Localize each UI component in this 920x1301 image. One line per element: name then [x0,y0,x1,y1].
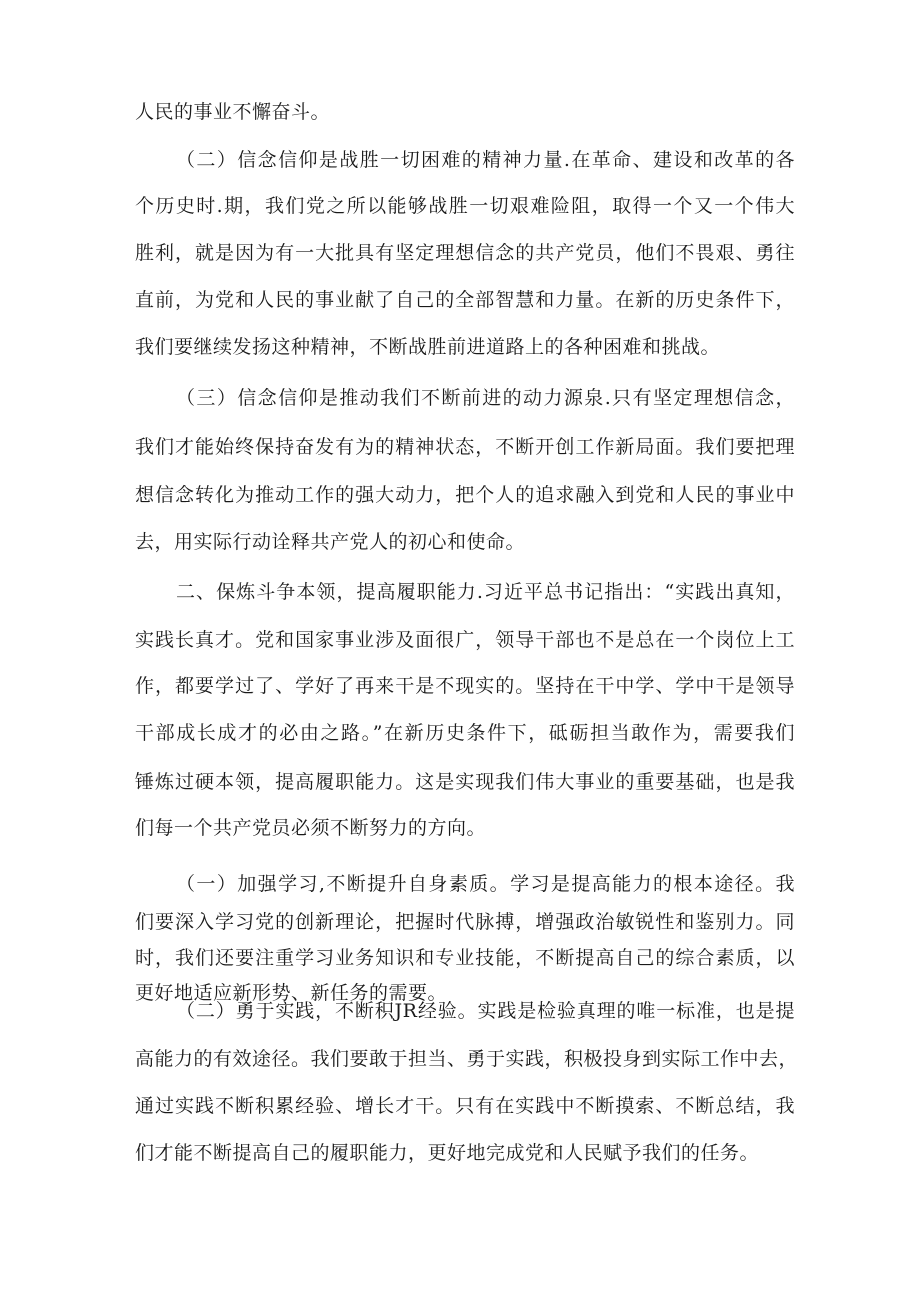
paragraph-line: （三）信念信仰是推动我们不断前进的动力源泉.只有坚定理想信念， [176,387,795,409]
paragraph-line: 实践长真才。党和国家事业涉及面很广，领导干部也不是总在一个岗位上工 [135,629,795,651]
paragraph-line: 我们要继续发扬这种精神，不断战胜前进道路上的各种困难和挑战。 [135,336,721,358]
paragraph-line: 去，用实际行动诠释共产党人的初心和使命。 [135,531,526,553]
paragraph-line: 我们才能始终保持奋发有为的精神状态，不断开创工作新局面。我们要把理 [135,436,795,458]
paragraph-line: 们要深入学习党的创新理论，把握时代脉搏，增强政治敏锐性和鉴别力。同 [135,911,795,933]
paragraph-line: 人民的事业不懈奋斗。 [135,101,331,123]
paragraph-line: 二、保炼斗争本领，提高履职能力.习近平总书记指出：“实践出真知， [176,581,795,603]
paragraph-line: 作，都要学过了、学好了再来干是不现实的。坚持在干中学、学中干是领导 [135,675,795,697]
paragraph-line: 直前，为党和人民的事业献了自己的全部智慧和力量。在新的历史条件下， [135,289,795,311]
paragraph-line: 高能力的有效途径。我们要敢于担当、勇于实践，积极投身到实际工作中去， [135,1048,799,1070]
paragraph-line: 时，我们还要注重学习业务知识和专业技能，不断提高自己的综合素质，以 [135,947,795,969]
paragraph-line: 想信念转化为推动工作的强大动力，把个人的追求融入到党和人民的事业中 [135,484,795,506]
paragraph-line: 们才能不断提高自己的履职能力，更好地完成党和人民赋予我们的任务。 [135,1142,760,1164]
paragraph-line: （二）勇于实践，不断积JR经验。实践是检验真理的唯一标准，也是提 [176,1000,795,1022]
paragraph-line: 干部成长成才的必由之路。”在新历史条件下，砥砺担当敢作为，需要我们 [135,722,795,744]
paragraph-line: 们每一个共产党员必须不断努力的方向。 [135,817,487,839]
paragraph-line: 通过实践不断积累经验、增长才干。只有在实践中不断摸索、不断总结，我 [135,1095,795,1117]
paragraph-line: （二）信念信仰是战胜一切困难的精神力量.在革命、建设和改革的各 [176,149,795,171]
paragraph-line: （一）加强学习,不断提升自身素质。学习是提高能力的根本途径。我 [176,873,795,895]
paragraph-line: 胜利，就是因为有一大批具有坚定理想信念的共产党员，他们不畏艰、勇往 [135,242,795,264]
paragraph-line: 更好地适应新形势、新任务的需要。 [135,982,448,1004]
paragraph-line: 锤炼过硬本领，提高履职能力。这是实现我们伟大事业的重要基础，也是我 [135,771,795,793]
paragraph-line: 个历史时.期，我们党之所以能够战胜一切艰难险阻，取得一个又一个伟大 [135,195,795,217]
